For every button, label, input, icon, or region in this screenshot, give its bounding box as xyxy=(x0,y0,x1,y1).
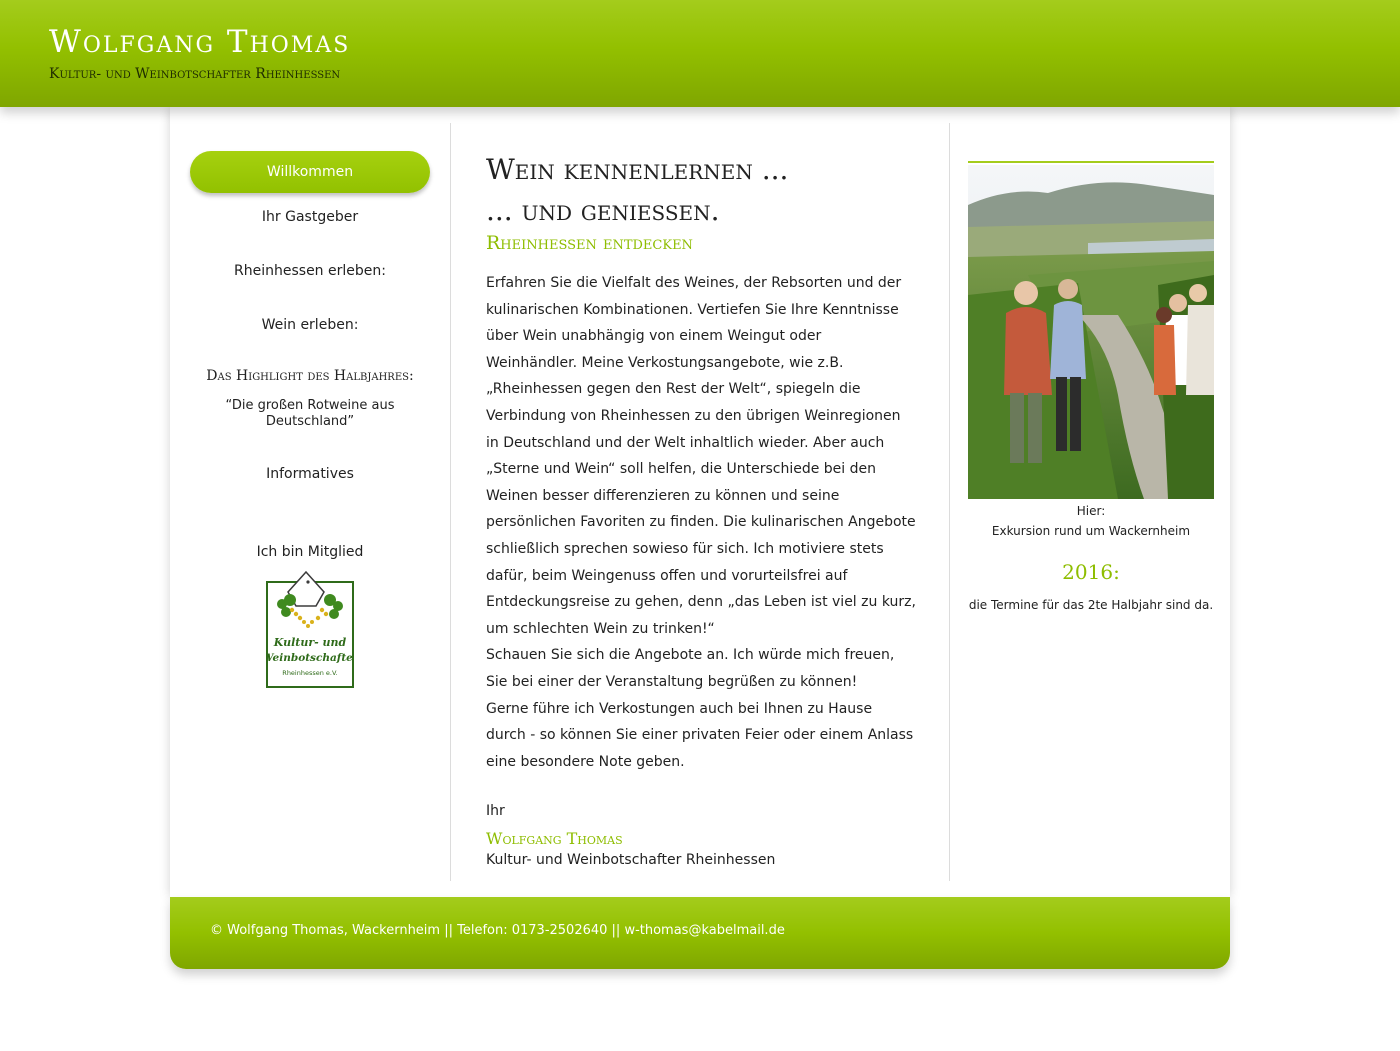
terms-note[interactable]: die Termine für das 2te Halbjahr sind da. xyxy=(968,598,1214,612)
sidebar-item-rheinhessen-erleben[interactable]: Rheinhessen erleben: xyxy=(234,263,386,279)
footer-separator-2: || xyxy=(607,923,625,938)
sidebar-item-wein-erleben[interactable]: Wein erleben: xyxy=(261,317,359,333)
main-content xyxy=(486,149,916,869)
year-heading: 2016: xyxy=(1062,560,1120,584)
site-title[interactable]: Wolfgang Thomas xyxy=(49,24,351,60)
page-subheading: Rheinhessen entdecken xyxy=(486,232,693,254)
footer-copyright: © Wolfgang Thomas, Wackernheim xyxy=(210,923,441,938)
photo-caption-line2: Exkursion rund um Wackernheim xyxy=(991,524,1191,538)
signature-greeting: Ihr xyxy=(486,803,505,820)
member-logo-line2: Weinbotschafter xyxy=(266,652,354,664)
intro-paragraph-2: Schauen Sie sich die Angebote an. Ich würde mich freuen, Sie bei einer der Veranstaltung begrüßen zu können! xyxy=(486,647,895,690)
footer-text xyxy=(210,923,785,938)
site-subtitle: Kultur- und Weinbotschafter Rheinhessen xyxy=(49,66,341,82)
sidebar-item-willkommen[interactable]: Willkommen xyxy=(190,151,430,193)
right-column xyxy=(968,161,1214,613)
member-label: Ich bin Mitglied xyxy=(256,544,364,560)
content-wrapper xyxy=(170,107,1230,897)
photo-top-rule xyxy=(968,161,1214,163)
intro-paragraph-1: Erfahren Sie die Vielfalt des Weines, der Rebsorten und der kulinarischen Kombinationen. Vertiefen Sie Ihre Kenntnisse über Wein unabhängig von einem Weingut oder Weinhändler. Meine Verkostungsangebote, wie z.B. „Rheinhessen gegen den Rest der Welt“, spiegeln die Verbindung von Rheinhessen zu den übrigen Weinregionen in Deutschland und der Welt inhaltlich wieder. Aber auch „Sterne und Wein“ soll helfen, die Unterschiede bei den Weinen besser differenzieren zu können und seine persönlichen Favoriten zu finden. Die kulinarischen Angebote schließlich sprechen sowieso für sich. Ich motiviere stets dafür, beim Weingenuss offen und vorurteilsfrei auf Entdeckungsreise zu gehen, denn „das Leben ist viel zu kurz, um schlechten Wein zu trinken!“ xyxy=(486,275,916,637)
member-logo-line1: Kultur- und xyxy=(273,636,347,649)
signature-name: Wolfgang Thomas xyxy=(486,829,623,849)
member-logo[interactable] xyxy=(266,570,354,688)
site-footer xyxy=(170,897,1230,969)
sidebar-item-ihr-gastgeber[interactable]: Ihr Gastgeber xyxy=(261,209,359,225)
footer-phone[interactable]: Telefon: 0173-2502640 xyxy=(457,923,608,938)
column-divider-right xyxy=(949,123,950,881)
site-header xyxy=(0,0,1400,107)
highlight-heading[interactable]: Das Highlight des Halbjahres: xyxy=(206,368,414,384)
signature-role: Kultur- und Weinbotschafter Rheinhessen xyxy=(486,852,776,869)
excursion-photo[interactable] xyxy=(968,165,1214,499)
sidebar-item-highlight[interactable] xyxy=(190,369,430,430)
page-title-line2: ... und geniessen. xyxy=(486,194,720,227)
sidebar-item-informatives[interactable]: Informatives xyxy=(266,466,354,482)
sidebar-nav xyxy=(190,151,430,688)
column-divider-left xyxy=(450,123,451,881)
photo-caption xyxy=(968,501,1214,541)
footer-email-link[interactable]: w-thomas@kabelmail.de xyxy=(624,923,785,938)
footer-separator-1: || xyxy=(440,923,458,938)
intro-text xyxy=(486,270,916,775)
member-logo-line3: Rheinhessen e.V. xyxy=(282,669,338,677)
intro-paragraph-3: Gerne führe ich Verkostungen auch bei Ihnen zu Hause durch - so können Sie einer privaten Feier oder einem Anlass eine besondere Note geben. xyxy=(486,700,914,770)
photo-caption-line1: Hier: xyxy=(1076,504,1106,518)
highlight-subtitle[interactable]: “Die großen Rotweine aus Deutschland” xyxy=(225,398,395,429)
member-logo-image xyxy=(266,570,354,688)
page-title-line1: Wein kennenlernen ... xyxy=(486,153,789,186)
